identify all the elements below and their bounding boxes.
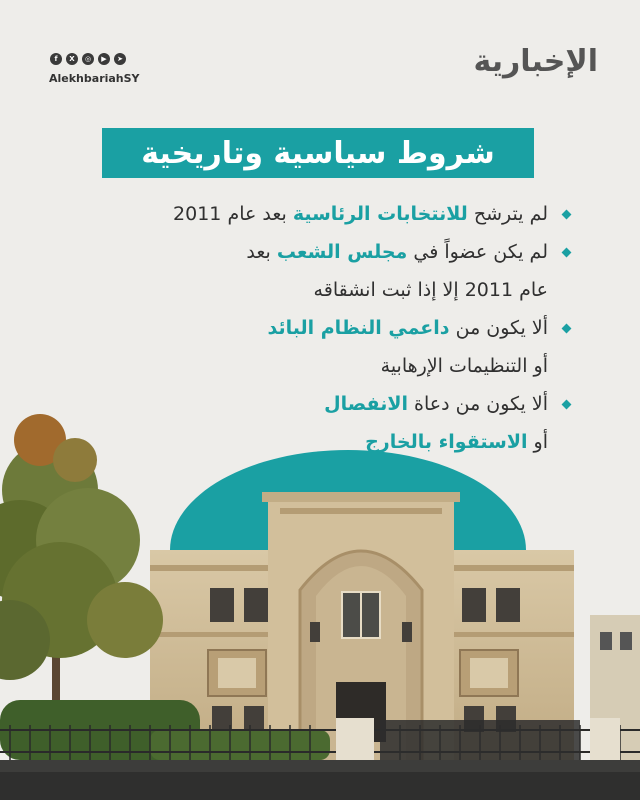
title-banner	[102, 128, 534, 178]
instagram-icon[interactable]: ◎	[82, 53, 94, 65]
bullet-icon	[562, 210, 572, 220]
list-text: ألا يكون من دعاة	[407, 393, 548, 415]
highlight-text: الاستقواء بالخارج	[365, 431, 528, 453]
list-line	[108, 196, 548, 234]
list-item	[108, 196, 548, 234]
list-text: بعد عام 2011	[173, 203, 293, 225]
parliament-building-image	[0, 400, 640, 800]
list-line	[108, 348, 548, 386]
list-text: عام 2011 إلا إذا ثبت انشقاقه	[313, 279, 548, 301]
highlight-text: داعمي النظام البائد	[267, 317, 450, 339]
facebook-icon[interactable]: f	[50, 53, 62, 65]
list-text: بعد	[246, 241, 277, 263]
bullet-icon	[562, 324, 572, 334]
list-text: لم يترشح	[467, 203, 548, 225]
highlight-text: للانتخابات الرئاسية	[292, 203, 468, 225]
page-title: شروط سياسية وتاريخية	[141, 135, 495, 171]
x-icon[interactable]: X	[66, 53, 78, 65]
list-item	[108, 310, 548, 386]
telegram-icon[interactable]: ➤	[114, 53, 126, 65]
youtube-icon[interactable]: ▶	[98, 53, 110, 65]
bullet-icon	[562, 248, 572, 258]
list-text: لم يكن عضواً في	[407, 241, 548, 263]
list-text: ألا يكون من	[449, 317, 548, 339]
account-handle: AlekhbariahSY	[49, 72, 140, 85]
brand-logo: الإخبارية	[473, 44, 598, 79]
social-icons	[50, 53, 126, 65]
list-item	[108, 234, 548, 310]
list-text: أو	[527, 431, 548, 453]
list-line	[108, 272, 548, 310]
highlight-text: مجلس الشعب	[276, 241, 408, 263]
list-text: أو التنظيمات الإرهابية	[380, 355, 548, 377]
list-line	[108, 234, 548, 272]
list-line	[108, 310, 548, 348]
highlight-text: الانفصال	[324, 393, 408, 415]
